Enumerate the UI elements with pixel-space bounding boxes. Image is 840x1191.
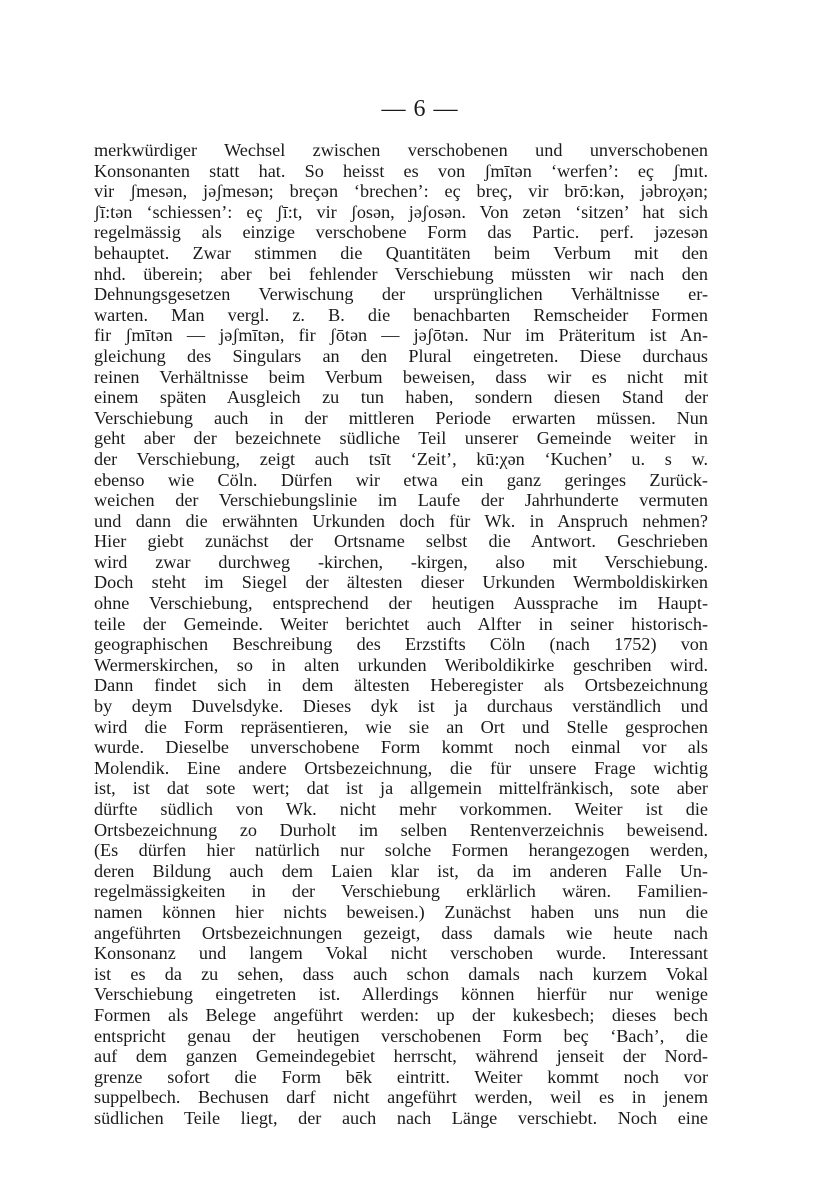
text-line-11: gleichung des Singulars an den Plural eingetreten. Diese durchaus bbox=[94, 345, 708, 366]
text-line-35: (Es dürfen hier natürlich nur solche Formen herangezogen werden, bbox=[94, 840, 708, 861]
text-line-38: namen können hier nichts beweisen.) Zunächst haben uns nun die bbox=[94, 901, 708, 922]
text-line-12: reinen Verhältnisse beim Verbum beweisen, dass wir es nicht mit bbox=[94, 366, 708, 387]
text-line-17: ebenso wie Cöln. Dürfen wir etwa ein ganz geringes Zurück- bbox=[94, 469, 708, 490]
text-line-18: weichen der Verschiebungslinie im Laufe der Jahrhunderte vermuten bbox=[94, 490, 708, 511]
text-line-26: Wermerskirchen, so in alten urkunden Weriboldikirke geschriben wird. bbox=[94, 654, 708, 675]
text-line-42: Verschiebung eingetreten ist. Allerdings können hierfür nur wenige bbox=[94, 984, 708, 1005]
text-line-6: behauptet. Zwar stimmen die Quantitäten beim Verbum mit den bbox=[94, 242, 708, 263]
text-line-10: fir ʃmītən — jəʃmītən, fir ʃōtən — jəʃōtən. Nur im Präteritum ist An- bbox=[94, 325, 708, 346]
text-line-27: Dann findet sich in dem ältesten Heberegister als Ortsbezeichnung bbox=[94, 675, 708, 696]
text-line-45: auf dem ganzen Gemeindegebiet herrscht, während jenseit der Nord- bbox=[94, 1046, 708, 1067]
text-line-47: suppelbech. Bechusen darf nicht angeführt werden, weil es in jenem bbox=[94, 1087, 708, 1108]
text-line-46: grenze sofort die Form bēk eintritt. Weiter kommt noch vor bbox=[94, 1066, 708, 1087]
text-line-39: angeführten Ortsbezeichnungen gezeigt, dass damals wie heute nach bbox=[94, 922, 708, 943]
text-line-25: geographischen Beschreibung des Erzstifts Cöln (nach 1752) von bbox=[94, 634, 708, 655]
page-number: — 6 — bbox=[381, 96, 459, 122]
text-line-29: wird die Form repräsentieren, wie sie an Ort und Stelle gesprochen bbox=[94, 716, 708, 737]
text-line-40: Konsonanz und langem Vokal nicht verschoben wurde. Interessant bbox=[94, 943, 708, 964]
text-line-3: vir ʃmesən, jəʃmesən; brеçən ‘brechen’: eç breç, vir brō:kən, jəbroχən; bbox=[94, 181, 708, 202]
text-line-15: geht aber der bezeichnete südliche Teil unserer Gemeinde weiter in bbox=[94, 428, 708, 449]
text-line-4: ʃī:tən ‘schiessen’: eç ʃī:t, vir ʃosən, jəʃosən. Von zetən ‘sitzen’ hat sich bbox=[94, 201, 708, 222]
text-line-36: deren Bildung auch dem Laien klar ist, da im anderen Falle Un- bbox=[94, 860, 708, 881]
text-line-22: Doch steht im Siegel der ältesten dieser Urkunden Wermboldiskirken bbox=[94, 572, 708, 593]
text-line-7: nhd. überein; aber bei fehlender Verschiebung müssten wir nach den bbox=[94, 263, 708, 284]
text-line-20: Hier giebt zunächst der Ortsname selbst die Antwort. Geschrieben bbox=[94, 531, 708, 552]
text-line-9: warten. Man vergl. z. B. die benachbarten Remscheider Formen bbox=[94, 304, 708, 325]
text-line-13: einem späten Ausgleich zu tun haben, sondern diesen Stand der bbox=[94, 387, 708, 408]
text-line-37: regelmässigkeiten in der Verschiebung erklärlich wären. Familien- bbox=[94, 881, 708, 902]
text-line-21: wird zwar durchweg -kirchen, -kirgen, also mit Verschiebung. bbox=[94, 551, 708, 572]
text-line-1: merkwürdiger Wechsel zwischen verschobenen und unverschobenen bbox=[94, 140, 708, 160]
text-line-19: und dann die erwähnten Urkunden doch für Wk. in Anspruch nehmen? bbox=[94, 510, 708, 531]
text-line-23: ohne Verschiebung, entsprechend der heutigen Aussprache im Haupt- bbox=[94, 593, 708, 614]
text-line-30: wurde. Dieselbe unverschobene Form kommt noch einmal vor als bbox=[94, 737, 708, 758]
text-line-14: Verschiebung auch in der mittleren Periode erwarten müssen. Nun bbox=[94, 407, 708, 428]
text-line-2: Konsonanten statt hat. So heisst es von ʃmītən ‘werfen’: eç ʃmıt. bbox=[94, 160, 708, 181]
text-line-43: Formen als Belege angeführt werden: up der kukesbech; dieses bech bbox=[94, 1004, 708, 1025]
text-line-34: Ortsbezeichnung zo Durholt im selben Rentenverzeichnis beweisend. bbox=[94, 819, 708, 840]
text-line-41: ist es da zu sehen, dass auch schon damals nach kurzem Vokal bbox=[94, 963, 708, 984]
text-line-24: teile der Gemeinde. Weiter berichtet auch Alfter in seiner historisch- bbox=[94, 613, 708, 634]
text-line-44: entspricht genau der heutigen verschobenen Form beç ‘Bach’, die bbox=[94, 1025, 708, 1046]
text-line-48: südlichen Teile liegt, der auch nach Länge verschiebt. Noch eine bbox=[94, 1107, 708, 1128]
text-line-31: Molendik. Eine andere Ortsbezeichnung, die für unsere Frage wichtig bbox=[94, 757, 708, 778]
text-line-32: ist, ist dat sote wert; dat ist ja allgemein mittelfränkisch, sote aber bbox=[94, 778, 708, 799]
text-line-28: by deym Duvelsdyke. Dieses dyk ist ja durchaus verständlich und bbox=[94, 696, 708, 717]
body-text bbox=[94, 140, 708, 1129]
text-line-5: regelmässig als einzige verschobene Form das Partic. perf. jəzеsən bbox=[94, 222, 708, 243]
text-line-8: Dehnungsgesetzen Verwischung der ursprünglichen Verhältnisse er- bbox=[94, 284, 708, 305]
text-line-33: dürfte südlich von Wk. nicht mehr vorkommen. Weiter ist die bbox=[94, 799, 708, 819]
text-line-16: der Verschiebung, zeigt auch tsīt ‘Zeit’, kū:χən ‘Kuchen’ u. s w. bbox=[94, 448, 708, 469]
